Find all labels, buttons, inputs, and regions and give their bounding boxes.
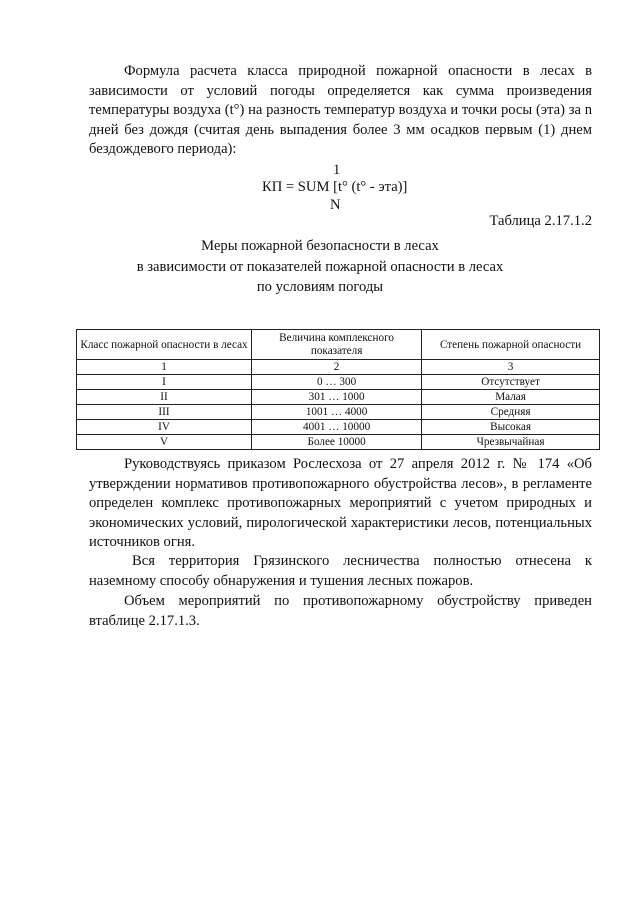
header-index-value: Величина комплексного показателя: [252, 330, 422, 360]
cell-degree: Средняя: [422, 405, 600, 420]
formula-numerator: 1: [333, 162, 341, 178]
table-title-line: в зависимости от показателей пожарной опасности в лесах: [136, 258, 504, 275]
column-number: 2: [252, 360, 422, 375]
cell-class: II: [77, 390, 252, 405]
cell-index: 4001 … 10000: [252, 420, 422, 435]
table-title-line: Меры пожарной безопасности в лесах: [201, 238, 439, 254]
table-header-row: [77, 330, 600, 360]
cell-index: 301 … 1000: [252, 390, 422, 405]
table-row: [77, 420, 600, 435]
table-row: [77, 390, 600, 405]
column-number: 3: [422, 360, 600, 375]
cell-class: IV: [77, 420, 252, 435]
table-row: [77, 375, 600, 390]
header-danger-degree: Степень пожарной опасности: [422, 330, 600, 360]
cell-class: III: [77, 405, 252, 420]
cell-degree: Отсутствует: [422, 375, 600, 390]
paragraph-territory: Вся территория Грязинского лесничества полностью отнесена к наземному способу обнаружения и тушения лесных пожаров.: [89, 553, 592, 589]
formula-denominator: N: [330, 197, 341, 213]
paragraph-regulation: Руководствуясь приказом Рослесхоза от 27 апреля 2012 г. № 174 «Об утверждении нормативов противопожарного обустройства лесов», в регламенте определен комплекс противопожарных мероприятий с учетом природных и экономических условий, пирологической характеристики лесов, потенциальных источников огня.: [89, 456, 592, 551]
column-number: 1: [77, 360, 252, 375]
cell-index: 0 … 300: [252, 375, 422, 390]
table-title-line: по условиям погоды: [256, 279, 384, 295]
cell-degree: Малая: [422, 390, 600, 405]
table-row: [77, 435, 600, 450]
cell-degree: Высокая: [422, 420, 600, 435]
table-row: [77, 405, 600, 420]
cell-index: 1001 … 4000: [252, 405, 422, 420]
formula-main: КП = SUM [t° (t° - эта)]: [262, 179, 408, 195]
intro-paragraph: Формула расчета класса природной пожарной опасности в лесах в зависимости от условий погоды определяется как сумма произведения температуры воздуха (t°) на разность температур воздуха и точки росы (эта) за n дней без дождя (считая день выпадения более 3 мм осадков первым (1) днем бездождевого периода):: [89, 63, 592, 158]
table-caption: Таблица 2.17.1.2: [489, 213, 592, 229]
fire-danger-table: [76, 329, 600, 450]
cell-index: Более 10000: [252, 435, 422, 450]
table-title: [0, 236, 640, 298]
table-numbering-row: [77, 360, 600, 375]
cell-degree: Чрезвычайная: [422, 435, 600, 450]
cell-class: V: [77, 435, 252, 450]
cell-class: I: [77, 375, 252, 390]
paragraph-measures: Объем мероприятий по противопожарному обустройству приведен втаблице 2.17.1.3.: [89, 593, 592, 629]
header-fire-class: Класс пожарной опасности в лесах: [77, 330, 252, 360]
